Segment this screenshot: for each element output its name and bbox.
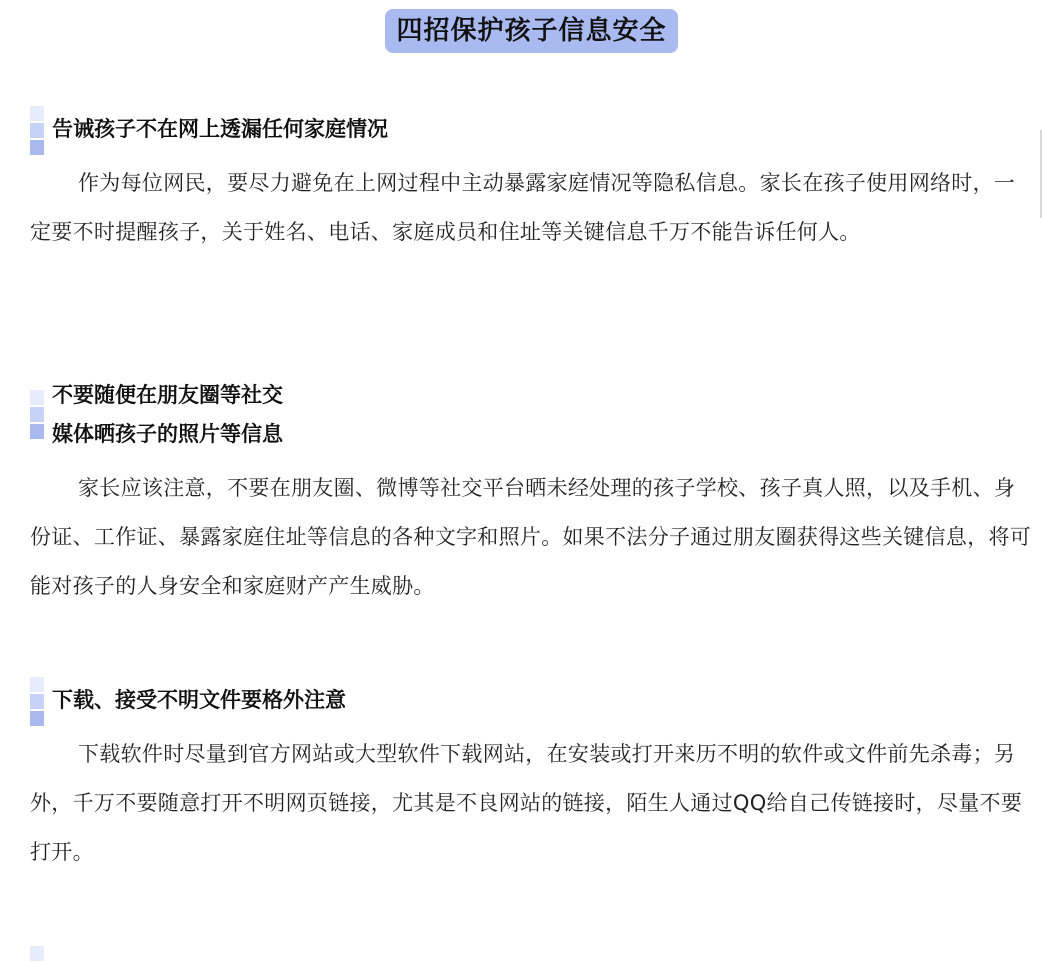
page-title: 四招保护孩子信息安全	[385, 9, 677, 53]
section-heading	[0, 110, 1042, 149]
heading-line: 媒体晒孩子的照片等信息	[52, 422, 283, 446]
section-paragraph: 作为每位网民，要尽力避免在上网过程中主动暴露家庭情况等隐私信息。家长在孩子使用网络时，一定要不时提醒孩子，关于姓名、电话、家庭成员和住址等关键信息千万不能告诉任何人。	[30, 171, 1016, 244]
heading-line: 下载、接受不明文件要格外注意	[52, 688, 346, 712]
title-wrap	[0, 9, 1042, 53]
section-1	[0, 110, 1042, 257]
section-paragraph: 下载软件时尽量到官方网站或大型软件下载网站，在安装或打开来历不明的软件或文件前先杀毒；另外，千万不要随意打开不明网页链接，尤其是不良网站的链接，陌生人通过QQ给自己传链接时，尽量不要打开。	[30, 742, 1023, 864]
section-paragraph: 家长应该注意，不要在朋友圈、微博等社交平台晒未经处理的孩子学校、孩子真人照，以及手机、身份证、工作证、暴露家庭住址等信息的各种文字和照片。如果不法分子通过朋友圈获得这些关键信息，将可能对孩子的人身安全和家庭财产产生威胁。	[30, 476, 1032, 598]
section-3	[0, 681, 1042, 877]
next-section-marker-icon	[30, 946, 44, 963]
section-heading	[0, 681, 1042, 720]
section-heading	[0, 376, 1042, 454]
heading-line: 不要随便在朋友圈等社交	[52, 383, 283, 407]
section-2	[0, 376, 1042, 611]
heading-line: 告诫孩子不在网上透漏任何家庭情况	[52, 117, 388, 141]
